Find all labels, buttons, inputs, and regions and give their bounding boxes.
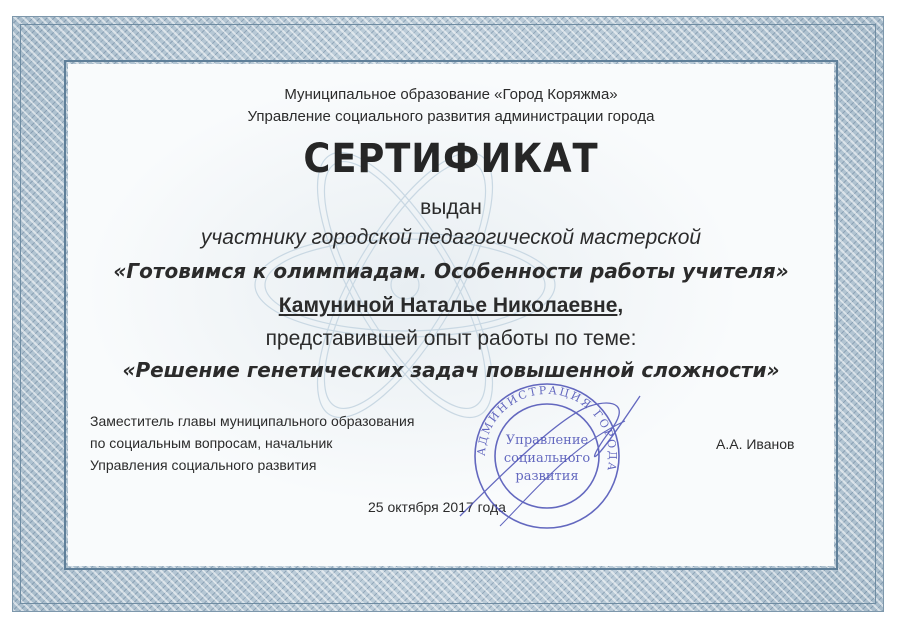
official-seal-stamp: [440, 376, 650, 536]
recipient: [68, 294, 834, 318]
signatory-name: А.А. Иванов: [716, 436, 795, 452]
presented-line: представившей опыт работы по теме:: [265, 327, 637, 350]
topic-title: «Решение генетических задач повышенной сложности»: [122, 358, 780, 382]
signatory-line-2: по социальным вопросам, начальник: [90, 435, 333, 451]
issuer-municipality: Муниципальное образование «Город Коряжма»: [284, 86, 618, 103]
stamp-center-line-2: социального: [503, 451, 591, 466]
recipient-suffix: ,: [617, 294, 624, 317]
stamp-ring-text: АДМИНИСТРАЦИЯ ГОРОДА: [474, 383, 620, 474]
stamp-center-line-3: развития: [515, 469, 579, 484]
stamp-center-line-1: Управление: [505, 433, 589, 448]
certificate-title: СЕРТИФИКАТ: [303, 136, 599, 182]
workshop-title: «Готовимся к олимпиадам. Особенности работы учителя»: [113, 259, 789, 283]
issue-date: 25 октября 2017 года: [368, 499, 506, 515]
recipient-name: Камуниной Наталье Николаевне: [278, 294, 618, 317]
signatory-line-1: Заместитель главы муниципального образования: [90, 413, 415, 429]
issuer-department: Управление социального развития администрации города: [247, 108, 655, 125]
signatory-line-3: Управления социального развития: [90, 457, 317, 473]
issued-label: выдан: [420, 196, 482, 219]
participant-line: участнику городской педагогической мастерской: [200, 226, 702, 249]
